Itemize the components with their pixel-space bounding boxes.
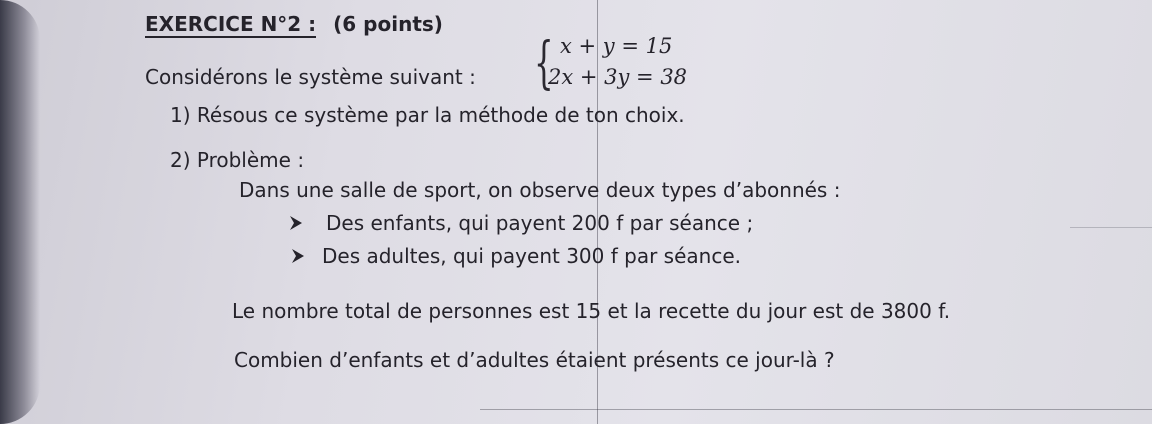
exercise-points: (6 points) — [333, 12, 443, 36]
bottom-rule-line — [480, 409, 1152, 410]
question-2-heading: 2) Problème : — [170, 148, 305, 172]
side-rule-line — [1070, 227, 1152, 228]
exercise-title: EXERCICE N°2 : — [145, 12, 317, 36]
problem-total: Le nombre total de personnes est 15 et la recette du jour est de 3800 f. — [232, 299, 951, 323]
equation-1: x + y = 15 — [560, 34, 673, 58]
equation-2: 2x + 3y = 38 — [548, 65, 688, 89]
system-intro: Considérons le système suivant : — [145, 65, 476, 89]
arrow-bullet-icon — [291, 248, 305, 268]
problem-question: Combien d’enfants et d’adultes étaient présents ce jour-là ? — [234, 348, 835, 372]
finger-shadow — [0, 0, 40, 424]
question-1: 1) Résous ce système par la méthode de ton choix. — [170, 103, 685, 127]
bullet-children: Des enfants, qui payent 200 f par séance ; — [326, 211, 754, 235]
problem-intro: Dans une salle de sport, on observe deux types d’abonnés : — [239, 178, 841, 202]
system-brace: { — [534, 31, 554, 96]
bullet-adults: Des adultes, qui payent 300 f par séance. — [322, 244, 741, 268]
exercise-title-row — [145, 12, 443, 36]
arrow-bullet-icon — [289, 215, 303, 235]
